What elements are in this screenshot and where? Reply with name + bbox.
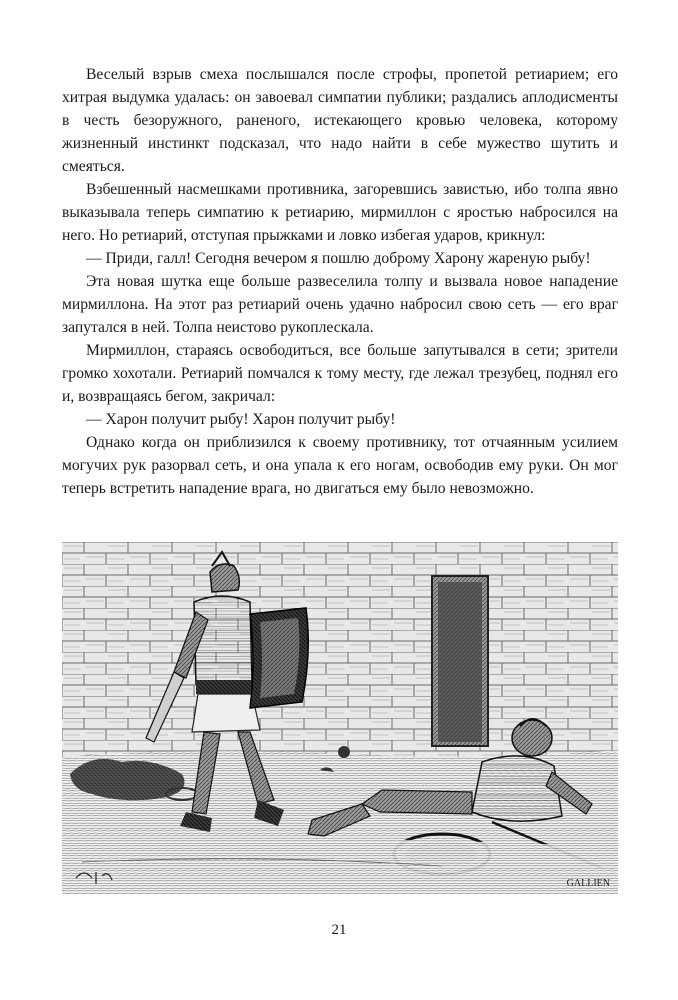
gladiator-engraving (62, 542, 618, 894)
paragraph: Веселый взрыв смеха послышался после строфы, пропетой ретиарием; его хитрая выдумка удалась: он завоевал симпатии публики; раздались аплодисменты в честь безоружного, раненого, истекающего кровью человека, которому жизненный инстинкт подсказал, что надо найти в себе мужество шутить и смеяться. (62, 66, 618, 175)
paragraph: — Приди, галл! Сегодня вечером я пошлю доброму Харону жареную рыбу! (86, 250, 591, 267)
engraver-signature: GALLIEN (566, 878, 610, 889)
paragraph: Однако когда он приблизился к своему противнику, тот отчаянным усилием могучих рук разорвал сеть, и она упала к его ногам, освободив ему руки. Он мог теперь встретить нападение врага, но двигаться ему было невозможно. (62, 434, 618, 497)
paragraph: Эта новая шутка еще больше развеселила толпу и вызвала новое нападение мирмиллона. На этот раз ретиарий очень удачно набросил свою сеть — его враг запутался в ней. Толпа неистово рукоплескала. (62, 273, 618, 336)
body-text (62, 63, 618, 500)
paragraph: — Харон получит рыбу! Харон получит рыбу! (86, 411, 396, 428)
paragraph: Взбешенный насмешками противника, загоревшись завистью, ибо толпа явно выказывала теперь симпатию к ретиарию, мирмиллон с яростью набросился на него. Но ретиарий, отступая прыжками и ловко избегая ударов, крикнул: (62, 181, 618, 244)
page-number: 21 (331, 922, 347, 938)
paragraph: Мирмиллон, стараясь освободиться, все больше запутывался в сети; зрители громко хохотали. Ретиарий помчался к тому месту, где лежал трезубец, поднял его и, возвращаясь бегом, закричал: (62, 342, 618, 405)
